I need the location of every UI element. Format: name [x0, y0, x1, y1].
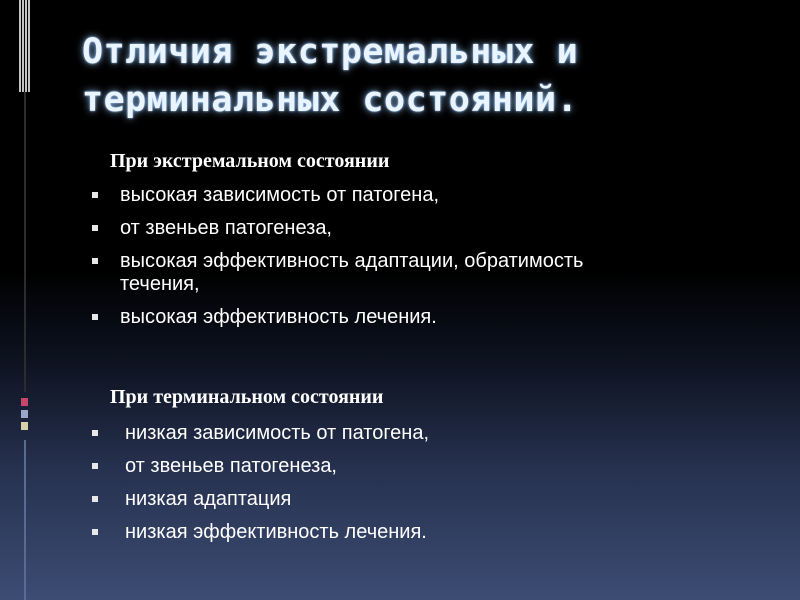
decorative-square-cream: [21, 422, 28, 430]
decorative-line: [24, 440, 26, 600]
list-item-text: низкая адаптация: [125, 488, 292, 510]
decorative-line: [24, 92, 26, 392]
list-item: [92, 306, 612, 329]
square-bullet-icon: [92, 463, 98, 469]
list-item-text: высокая зависимость от патогена,: [120, 184, 439, 206]
square-bullet-icon: [92, 496, 98, 502]
extreme-state-list: [92, 184, 612, 339]
list-item: [92, 217, 612, 240]
list-item: [92, 521, 612, 544]
terminal-state-list: [92, 422, 612, 554]
list-item-text: высокая эффективность лечения.: [120, 306, 437, 328]
list-item: [92, 455, 612, 478]
decorative-square-blue: [21, 410, 28, 418]
square-bullet-icon: [92, 225, 98, 231]
square-bullet-icon: [92, 529, 98, 535]
list-item-text: низкая эффективность лечения.: [125, 521, 427, 543]
list-item: [92, 184, 612, 207]
terminal-state-heading: При терминальном состоянии: [110, 386, 384, 408]
list-item: [92, 488, 612, 511]
list-item: [92, 250, 612, 296]
list-item-text: от звеньев патогенеза,: [120, 217, 332, 239]
square-bullet-icon: [92, 192, 98, 198]
square-bullet-icon: [92, 258, 98, 264]
decorative-stripes: [19, 0, 31, 92]
list-item: [92, 422, 612, 445]
list-item-text: высокая эффективность адаптации, обратимость течения,: [120, 250, 584, 295]
list-item-text: от звеньев патогенеза,: [125, 455, 337, 477]
decorative-square-pink: [21, 398, 28, 406]
square-bullet-icon: [92, 314, 98, 320]
list-item-text: низкая зависимость от патогена,: [125, 422, 430, 444]
extreme-state-heading: При экстремальном состоянии: [110, 150, 390, 172]
slide-title: Отличия экстремальных и терминальных состояний.: [82, 32, 579, 120]
square-bullet-icon: [92, 430, 98, 436]
